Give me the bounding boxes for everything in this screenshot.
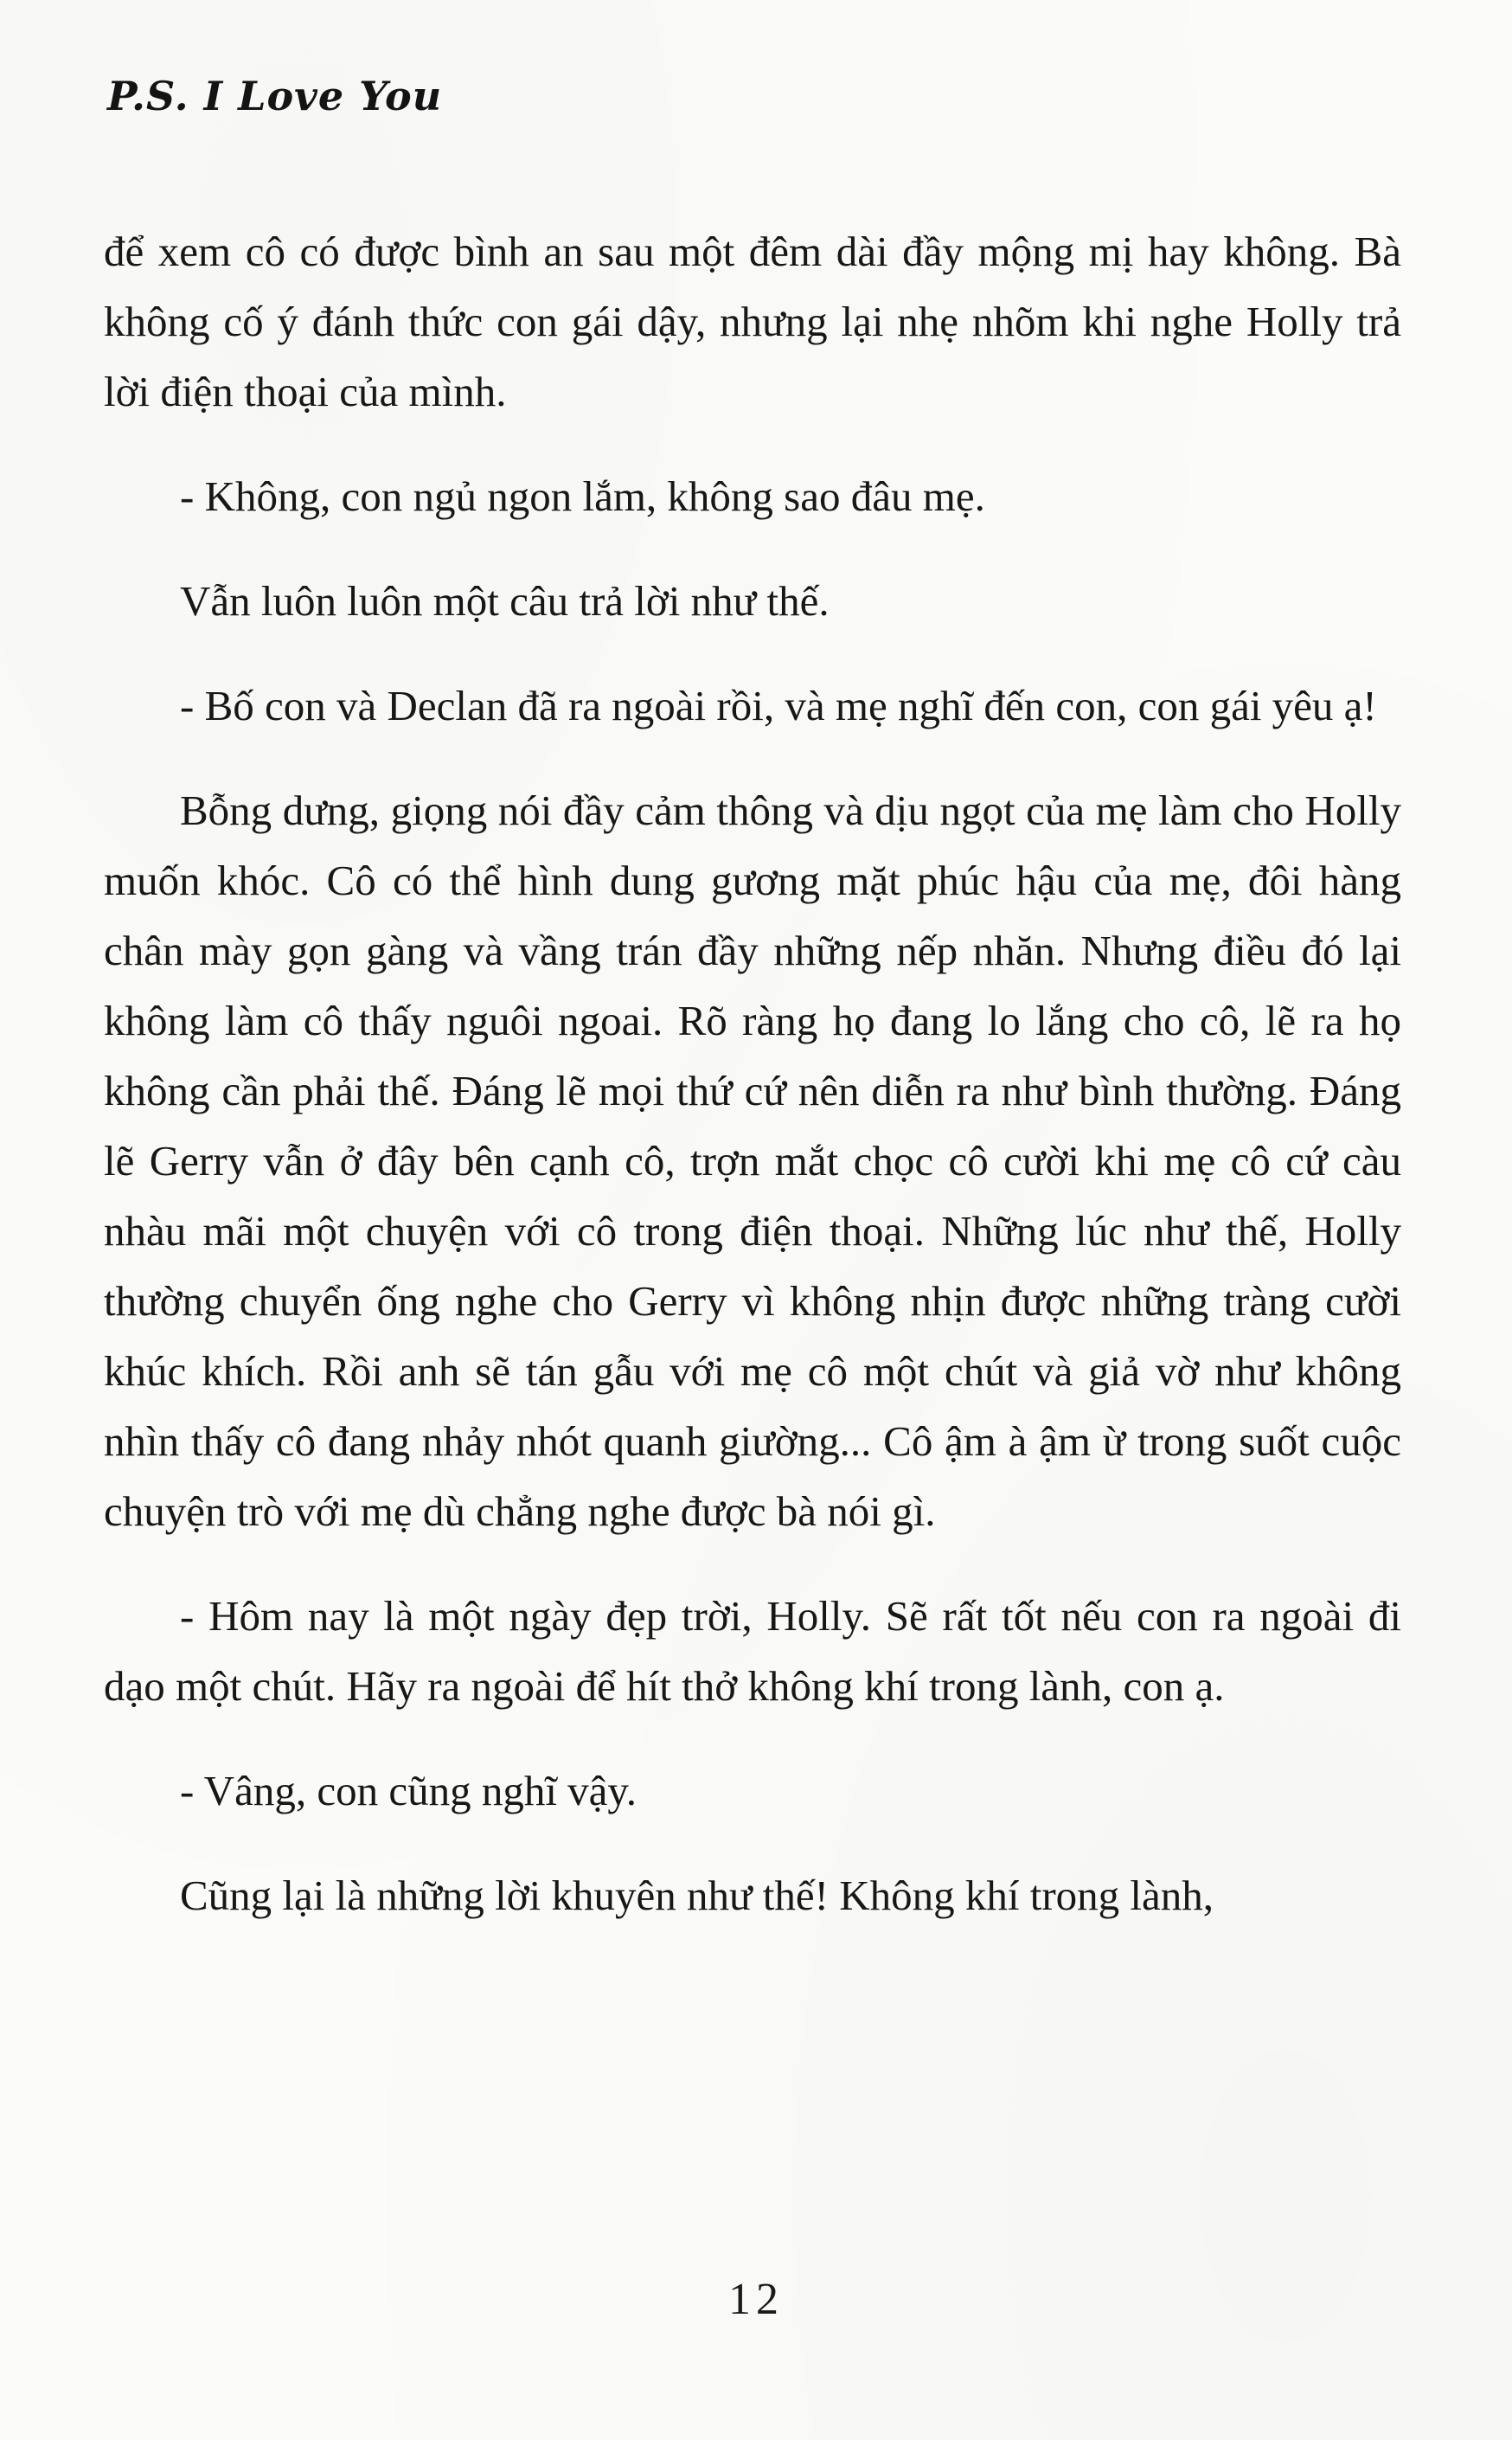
paragraph-dialogue: - Hôm nay là một ngày đẹp trời, Holly. Sẽ rất tốt nếu con ra ngoài đi dạo một chút. Hãy ra ngoài để hít thở không khí trong lành, con ạ. bbox=[104, 1592, 1401, 1710]
body-text bbox=[104, 216, 1401, 1930]
paragraph-continuation: để xem cô có được bình an sau một đêm dài đầy mộng mị hay không. Bà không cố ý đánh thức con gái dậy, nhưng lại nhẹ nhõm khi nghe Holly trả lời điện thoại của mình. bbox=[104, 228, 1401, 415]
paragraph-dialogue: - Không, con ngủ ngon lắm, không sao đâu mẹ. bbox=[180, 472, 985, 520]
paragraph-narration: Vẫn luôn luôn một câu trả lời như thế. bbox=[180, 577, 830, 625]
paragraph-narration: Bỗng dưng, giọng nói đầy cảm thông và dịu ngọt của mẹ làm cho Holly muốn khóc. Cô có thể hình dung gương mặt phúc hậu của mẹ, đôi hàng chân mày gọn gàng và vầng trán đầy những nếp nhăn. Nhưng điều đó lại không làm cô thấy nguôi ngoai. Rõ ràng họ đang lo lắng cho cô, lẽ ra họ không cần phải thế. Đáng lẽ mọi thứ cứ nên diễn ra như bình thường. Đáng lẽ Gerry vẫn ở đây bên cạnh cô, trợn mắt chọc cô cười khi mẹ cô cứ càu nhàu mãi một chuyện với cô trong điện thoại. Những lúc như thế, Holly thường chuyển ống nghe cho Gerry vì không nhịn được những tràng cười khúc khích. Rồi anh sẽ tán gẫu với mẹ cô một chút và giả vờ như không nhìn thấy cô đang nhảy nhót quanh giường... Cô ậm à ậm ừ trong suốt cuộc chuyện trò với mẹ dù chẳng nghe được bà nói gì. bbox=[104, 787, 1401, 1535]
page-number: 12 bbox=[728, 2275, 784, 2324]
paragraph-narration: Cũng lại là những lời khuyên như thế! Không khí trong lành, bbox=[180, 1872, 1214, 1919]
paragraph-dialogue: - Vâng, con cũng nghĩ vậy. bbox=[180, 1767, 637, 1814]
running-title: P.S. I Love You bbox=[107, 73, 443, 119]
paragraph-dialogue: - Bố con và Declan đã ra ngoài rồi, và mẹ nghĩ đến con, con gái yêu ạ! bbox=[180, 682, 1377, 729]
